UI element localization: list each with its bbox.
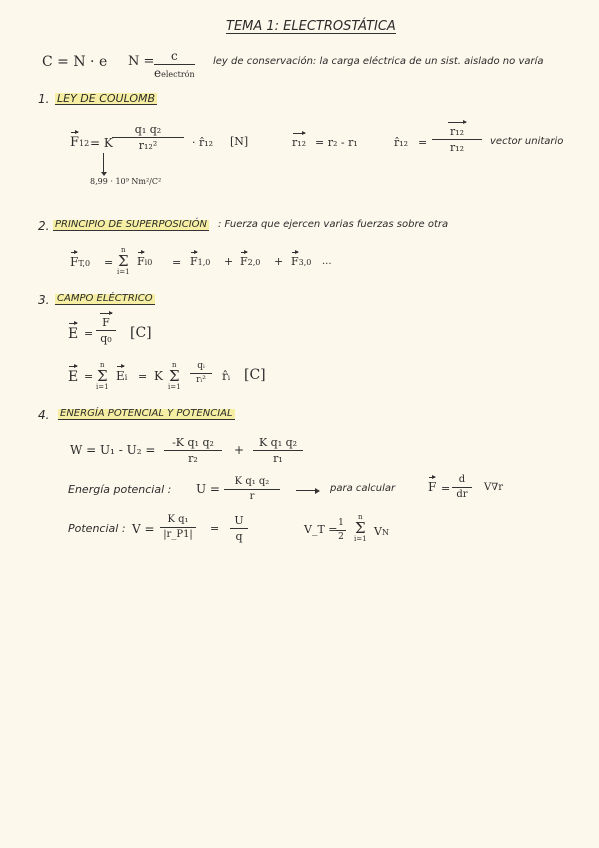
n-fraction-den-sub: electrón — [161, 70, 195, 79]
d-den: dr — [456, 489, 468, 500]
force-30: F3,0 — [291, 255, 312, 268]
potential-fraction — [160, 515, 196, 540]
work-f2-num: K q₁ q₂ — [258, 436, 298, 449]
potential-fraction-2 — [230, 515, 248, 542]
superposition-sum: n Σ i=1 — [117, 246, 130, 276]
r12-vector: r₁₂ — [292, 136, 307, 149]
field-eq: = — [84, 327, 94, 340]
work-fraction-1 — [164, 437, 222, 464]
force-i0: Fi0 — [137, 255, 153, 268]
ellipsis: ... — [322, 256, 332, 267]
field-qnum: qᵢ — [197, 361, 205, 371]
unit-vector-den: r₁₂ — [449, 141, 465, 154]
r12-hat: r̂₁₂ — [394, 136, 409, 149]
field-E: E — [68, 326, 79, 342]
potential-energy-fraction — [224, 477, 280, 502]
field-num: F — [99, 317, 113, 328]
section-1-number: 1. — [38, 92, 50, 106]
total-force: FT,0 — [70, 255, 91, 269]
ep-den: r — [249, 491, 255, 502]
work-fraction-2 — [253, 437, 303, 464]
charge-equation: C = N · e — [42, 54, 108, 70]
field-sum2: n Σ i=1 — [168, 361, 181, 391]
work-f2-den: r₁ — [273, 452, 283, 465]
section-1-heading: LEY DE COULOMB — [57, 92, 156, 105]
pot-num2: U — [234, 514, 244, 527]
calc-F-eq: = — [441, 482, 451, 495]
total-force-eq: = — [104, 256, 114, 269]
potential-label: Potencial : — [68, 522, 126, 535]
calc-arrow — [296, 490, 318, 491]
field-Ei: Ei — [116, 369, 128, 383]
gradient-term: V∇r — [484, 482, 503, 493]
vn-term: VN — [374, 525, 389, 538]
potential-sum: n Σ i=1 — [354, 513, 367, 543]
unit-vector-fraction — [432, 126, 482, 153]
conservation-law: ley de conservación: la carga eléctrica de un sist. aislado no varía — [213, 56, 544, 67]
pot-num: K q₁ — [167, 514, 189, 525]
n-equation-lhs: N = — [128, 54, 155, 69]
force-20: F2,0 — [240, 255, 261, 268]
k-value: 8,99 · 10⁹ Nm²/C² — [90, 177, 162, 186]
coulomb-den: r₁₂² — [138, 139, 158, 152]
d-num: d — [458, 474, 466, 485]
coulomb-fraction — [112, 124, 184, 151]
coulomb-num: q₁ q₂ — [134, 123, 162, 136]
field-eq2: = — [84, 370, 94, 383]
calc-text: para calcular — [330, 483, 396, 494]
field-sum: n Σ i=1 — [96, 361, 109, 391]
coulomb-force: F12 — [70, 135, 90, 150]
plus-1: + — [224, 255, 234, 268]
derivative-fraction — [452, 475, 472, 500]
page-title: TEMA 1: ELECTROSTÁTICA — [226, 19, 396, 34]
work-f1-den: r₂ — [188, 452, 198, 465]
pot-den: |r_P1| — [163, 529, 193, 540]
pot-den2: q — [235, 530, 243, 543]
field-K: K — [154, 369, 163, 383]
work-equation: W = U₁ - U₂ = — [70, 443, 156, 457]
potential-energy-label: Energía potencial : — [68, 483, 172, 496]
plus-2: + — [274, 255, 284, 268]
superposition-eq2: = — [172, 256, 182, 269]
field-unit2: [C] — [244, 367, 266, 383]
unit-vector-num: r₁₂ — [447, 126, 467, 137]
field-den: q₀ — [100, 332, 112, 345]
field-rhat: r̂ᵢ — [222, 369, 231, 383]
calc-F: F — [428, 480, 437, 494]
field-unit: [C] — [130, 325, 152, 341]
k-arrow — [103, 153, 104, 173]
r12-hat-eq: = — [418, 136, 428, 149]
potential-energy-U: U = — [196, 482, 220, 496]
coulomb-unit: [N] — [230, 135, 249, 148]
half-fraction — [336, 519, 346, 542]
section-3-heading: CAMPO ELÉCTRICO — [57, 293, 153, 304]
work-plus: + — [234, 443, 245, 457]
ep-num: K q₁ q₂ — [234, 476, 270, 487]
field-eq3: = — [138, 370, 148, 383]
n-fraction-den: eelectrón — [154, 66, 195, 80]
coulomb-eq-k: = K — [90, 136, 113, 150]
section-2-text: : Fuerza que ejercen varias fuerzas sobre otra — [218, 219, 449, 230]
work-f1-num: -K q₁ q₂ — [172, 436, 214, 449]
force-10: F1,0 — [190, 255, 211, 268]
r12-difference: = r₂ - r₁ — [315, 136, 358, 149]
total-potential: V_T = — [304, 523, 338, 536]
section-2-number: 2. — [38, 219, 50, 233]
half-den: 2 — [338, 532, 344, 542]
section-3-number: 3. — [38, 293, 50, 307]
field-fraction — [96, 317, 116, 344]
half-num: 1 — [338, 518, 344, 528]
field-E2: E — [68, 369, 79, 385]
section-4-number: 4. — [38, 408, 50, 422]
n-fraction-num: c — [170, 49, 178, 63]
section-2-heading: PRINCIPIO DE SUPERPOSICIÓN — [55, 219, 208, 230]
potential-V: V = — [132, 522, 155, 536]
field-q-fraction — [190, 362, 212, 385]
potential-eq: = — [210, 522, 220, 535]
n-fraction — [154, 50, 195, 79]
coulomb-unit-vector: · r̂₁₂ — [192, 136, 214, 149]
field-qden: rᵢ² — [196, 375, 206, 385]
unit-vector-label: vector unitario — [490, 136, 564, 147]
section-4-heading: ENERGÍA POTENCIAL Y POTENCIAL — [60, 408, 233, 419]
